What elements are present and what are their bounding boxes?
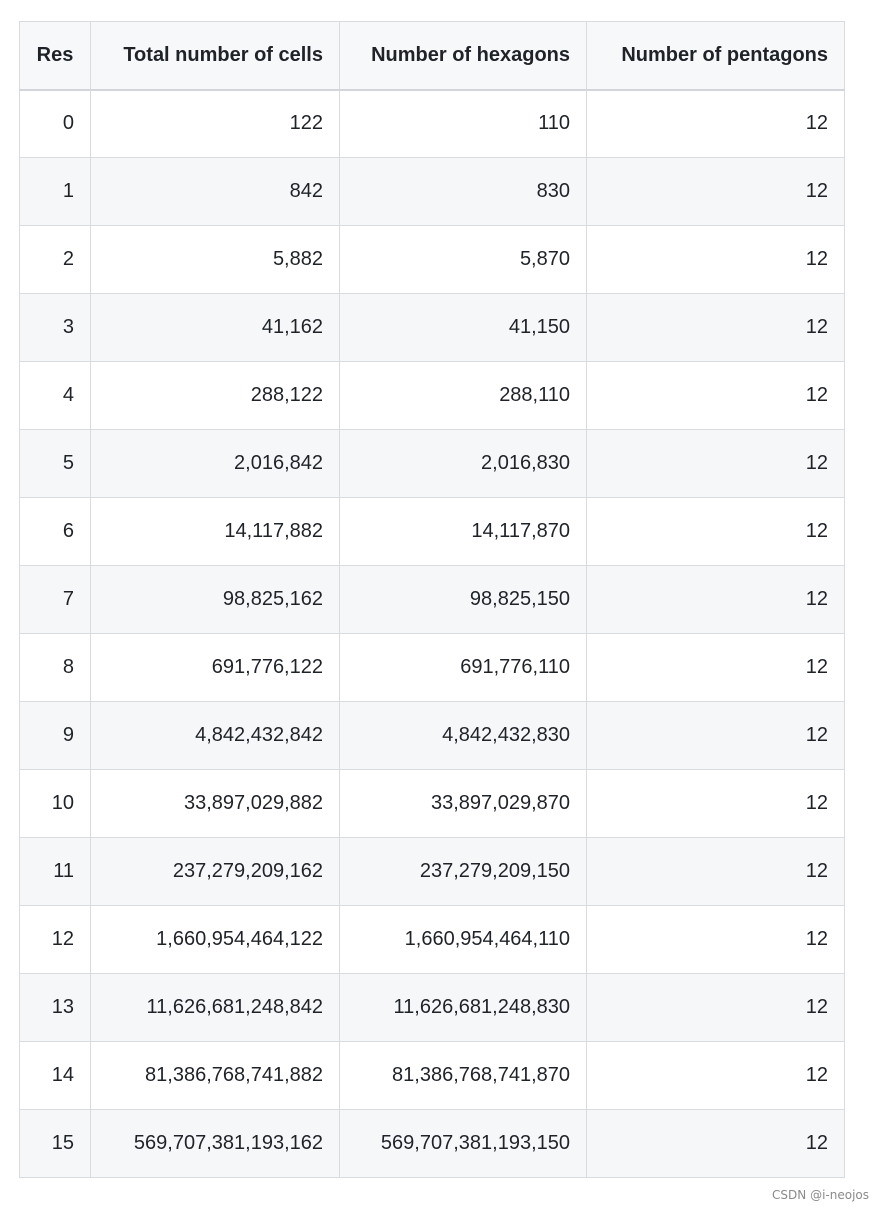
cell-res: 5 <box>20 430 91 498</box>
cell-res: 9 <box>20 702 91 770</box>
cell-pentagons: 12 <box>587 906 845 974</box>
cell-pentagons: 12 <box>587 974 845 1042</box>
table-row <box>20 1110 845 1178</box>
header-pentagons: Number of pentagons <box>587 22 845 90</box>
header-row <box>20 22 845 90</box>
cell-hexagons: 691,776,110 <box>340 634 587 702</box>
cell-total-cells: 288,122 <box>91 362 340 430</box>
table-body <box>20 90 845 1178</box>
cell-hexagons: 1,660,954,464,110 <box>340 906 587 974</box>
cell-res: 8 <box>20 634 91 702</box>
table-row <box>20 498 845 566</box>
cell-pentagons: 12 <box>587 1110 845 1178</box>
cell-pentagons: 12 <box>587 566 845 634</box>
cell-total-cells: 1,660,954,464,122 <box>91 906 340 974</box>
cell-res: 11 <box>20 838 91 906</box>
cell-hexagons: 98,825,150 <box>340 566 587 634</box>
cell-res: 4 <box>20 362 91 430</box>
cell-res: 14 <box>20 1042 91 1110</box>
cell-res: 12 <box>20 906 91 974</box>
cell-hexagons: 33,897,029,870 <box>340 770 587 838</box>
cell-res: 7 <box>20 566 91 634</box>
cell-res: 6 <box>20 498 91 566</box>
cell-total-cells: 98,825,162 <box>91 566 340 634</box>
cell-pentagons: 12 <box>587 158 845 226</box>
resolution-table <box>19 21 845 1178</box>
cell-hexagons: 237,279,209,150 <box>340 838 587 906</box>
cell-total-cells: 41,162 <box>91 294 340 362</box>
table-row <box>20 1042 845 1110</box>
cell-res: 3 <box>20 294 91 362</box>
cell-total-cells: 569,707,381,193,162 <box>91 1110 340 1178</box>
cell-total-cells: 691,776,122 <box>91 634 340 702</box>
table-row <box>20 566 845 634</box>
cell-res: 10 <box>20 770 91 838</box>
table-row <box>20 430 845 498</box>
table-row <box>20 226 845 294</box>
watermark: CSDN @i-neojos <box>772 1188 869 1202</box>
table-row <box>20 838 845 906</box>
cell-total-cells: 11,626,681,248,842 <box>91 974 340 1042</box>
cell-total-cells: 81,386,768,741,882 <box>91 1042 340 1110</box>
cell-res: 0 <box>20 90 91 158</box>
cell-pentagons: 12 <box>587 1042 845 1110</box>
cell-total-cells: 33,897,029,882 <box>91 770 340 838</box>
cell-res: 1 <box>20 158 91 226</box>
cell-hexagons: 2,016,830 <box>340 430 587 498</box>
table-row <box>20 158 845 226</box>
cell-hexagons: 569,707,381,193,150 <box>340 1110 587 1178</box>
table-header <box>20 22 845 90</box>
cell-hexagons: 11,626,681,248,830 <box>340 974 587 1042</box>
cell-total-cells: 237,279,209,162 <box>91 838 340 906</box>
cell-res: 13 <box>20 974 91 1042</box>
cell-hexagons: 5,870 <box>340 226 587 294</box>
header-res: Res <box>20 22 91 90</box>
table-row <box>20 294 845 362</box>
cell-res: 2 <box>20 226 91 294</box>
cell-pentagons: 12 <box>587 634 845 702</box>
table-row <box>20 90 845 158</box>
cell-pentagons: 12 <box>587 362 845 430</box>
cell-pentagons: 12 <box>587 702 845 770</box>
table-row <box>20 702 845 770</box>
cell-hexagons: 830 <box>340 158 587 226</box>
cell-total-cells: 122 <box>91 90 340 158</box>
cell-total-cells: 14,117,882 <box>91 498 340 566</box>
cell-pentagons: 12 <box>587 226 845 294</box>
cell-pentagons: 12 <box>587 770 845 838</box>
cell-res: 15 <box>20 1110 91 1178</box>
table-row <box>20 906 845 974</box>
cell-hexagons: 4,842,432,830 <box>340 702 587 770</box>
cell-pentagons: 12 <box>587 90 845 158</box>
cell-hexagons: 110 <box>340 90 587 158</box>
cell-hexagons: 288,110 <box>340 362 587 430</box>
cell-pentagons: 12 <box>587 498 845 566</box>
table-row <box>20 974 845 1042</box>
cell-total-cells: 842 <box>91 158 340 226</box>
table-row <box>20 362 845 430</box>
cell-total-cells: 5,882 <box>91 226 340 294</box>
cell-hexagons: 14,117,870 <box>340 498 587 566</box>
cell-pentagons: 12 <box>587 838 845 906</box>
cell-pentagons: 12 <box>587 294 845 362</box>
cell-total-cells: 4,842,432,842 <box>91 702 340 770</box>
header-total-cells: Total number of cells <box>91 22 340 90</box>
cell-hexagons: 81,386,768,741,870 <box>340 1042 587 1110</box>
header-hexagons: Number of hexagons <box>340 22 587 90</box>
table-row <box>20 770 845 838</box>
table-row <box>20 634 845 702</box>
cell-hexagons: 41,150 <box>340 294 587 362</box>
cell-total-cells: 2,016,842 <box>91 430 340 498</box>
cell-pentagons: 12 <box>587 430 845 498</box>
